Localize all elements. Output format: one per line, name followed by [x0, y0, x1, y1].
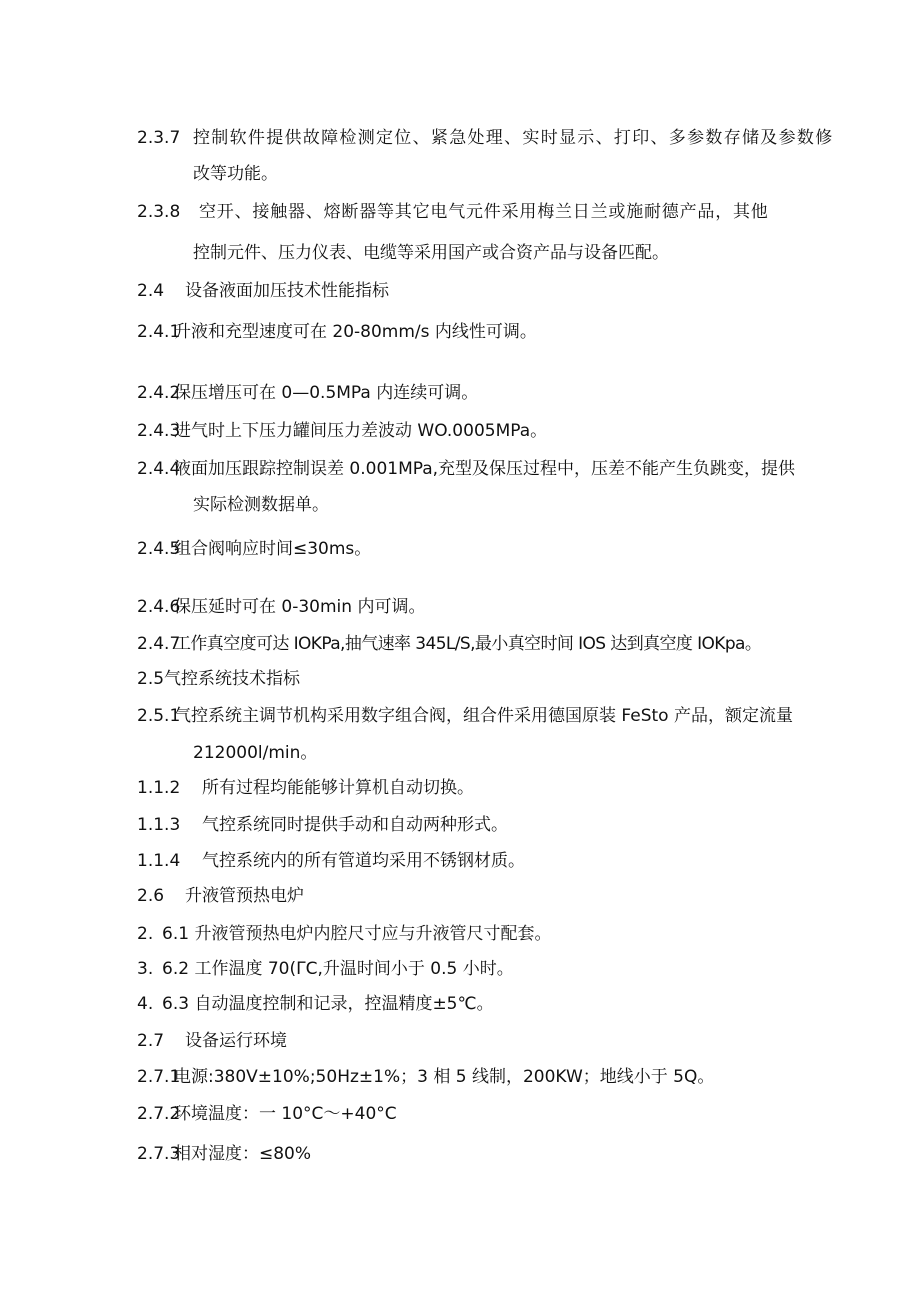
section-number: 2.4	[137, 281, 165, 301]
clause-2-4-4	[137, 458, 795, 480]
clause-2-4-5	[137, 538, 371, 560]
clause-text: 环境温度：一 10°C～+40°C	[174, 1104, 397, 1124]
clause-text: 控制元件、压力仪表、电缆等采用国产或合资产品与设备匹配。	[193, 243, 669, 263]
clause-2-3-7	[137, 127, 834, 149]
clause-2-4-1	[137, 321, 537, 343]
clause-number: 2.4.3	[137, 421, 181, 441]
clause-number: 2.4.4	[137, 459, 181, 479]
clause-2-7-2	[137, 1103, 397, 1125]
clause-number: 2.4.7	[137, 634, 181, 654]
clause-number: 2.7.1	[137, 1067, 181, 1087]
clause-2-5-1	[137, 705, 793, 727]
section-2-4	[137, 280, 389, 302]
clause-2-7-1	[137, 1066, 714, 1088]
section-title: 设备液面加压技术性能指标	[185, 281, 389, 301]
clause-number: 2.4.1	[137, 322, 181, 342]
clause-2-6-3	[137, 993, 494, 1015]
list-number: 4.	[137, 994, 154, 1014]
clause-2-5-1-cont	[193, 742, 317, 764]
clause-number: 1.1.4	[137, 851, 181, 871]
section-title: 气控系统技术指标	[164, 669, 300, 689]
clause-text: 保压延时可在 0-30min 内可调。	[174, 597, 426, 617]
clause-2-6-2	[137, 958, 514, 980]
clause-2-7-3	[137, 1143, 311, 1165]
clause-text: 所有过程均能能够计算机自动切换。	[202, 778, 474, 798]
clause-2-4-4-cont	[193, 494, 329, 516]
clause-text: 实际检测数据单。	[193, 495, 329, 515]
list-number: 3.	[137, 959, 154, 979]
clause-2-3-8	[137, 201, 769, 223]
clause-number: 2.4.6	[137, 597, 181, 617]
clause-number: 2.7.3	[137, 1144, 181, 1164]
clause-text: 液面加压跟踪控制误差 0.001MPa,充型及保压过程中，压差不能产生负跳变，提供	[174, 459, 796, 479]
clause-2-3-7-cont	[193, 163, 278, 185]
clause-text: 保压增压可在 0—0.5MPa 内连续可调。	[174, 383, 479, 403]
clause-2-3-8-cont	[193, 242, 669, 264]
clause-2-4-6	[137, 596, 425, 618]
list-number: 2.	[137, 924, 154, 944]
section-title: 升液管预热电炉	[185, 886, 304, 906]
clause-text: 6.2 工作温度 70(ΓC,升温时间小于 0.5 小时。	[162, 959, 514, 979]
clause-text: 改等功能。	[193, 164, 278, 184]
clause-1-1-3	[137, 814, 508, 836]
clause-2-4-3	[137, 420, 547, 442]
clause-text: 相对湿度：≤80%	[174, 1144, 312, 1164]
section-number: 2.5	[137, 669, 165, 689]
clause-number: 2.3.7	[137, 128, 181, 148]
clause-text: 气控系统内的所有管道均采用不锈钢材质。	[202, 851, 525, 871]
clause-text: 控制软件提供故障检测定位、紧急处理、实时显示、打印、多参数存储及参数修	[193, 128, 834, 148]
clause-text: 工作真空度可达 IOKPa,抽气速率 345L/S,最小真空时间 IOS 达到真空度 IOKpa。	[174, 634, 762, 654]
clause-1-1-2	[137, 777, 474, 799]
section-title: 设备运行环境	[185, 1031, 287, 1051]
clause-1-1-4	[137, 850, 525, 872]
section-number: 2.6	[137, 886, 165, 906]
clause-number: 1.1.2	[137, 778, 181, 798]
clause-text: 电源:380V±10%;50Hz±1%；3 相 5 线制，200KW；地线小于 5Q。	[174, 1067, 715, 1087]
clause-2-4-7	[137, 633, 761, 655]
clause-number: 1.1.3	[137, 815, 181, 835]
clause-text: 6.1 升液管预热电炉内腔尺寸应与升液管尺寸配套。	[162, 924, 552, 944]
clause-text: 组合阀响应时间≤30ms。	[174, 539, 372, 559]
clause-text: 气控系统同时提供手动和自动两种形式。	[202, 815, 508, 835]
clause-number: 2.4.2	[137, 383, 181, 403]
clause-number: 2.5.1	[137, 706, 181, 726]
clause-number: 2.7.2	[137, 1104, 181, 1124]
clause-number: 2.3.8	[137, 202, 181, 222]
section-number: 2.7	[137, 1031, 165, 1051]
clause-2-4-2	[137, 382, 478, 404]
clause-text: 212000l∕min。	[193, 743, 318, 763]
section-2-7	[137, 1030, 287, 1052]
clause-2-6-1	[137, 923, 551, 945]
clause-text: 升液和充型速度可在 20-80mm∕s 内线性可调。	[174, 322, 537, 342]
section-2-5	[137, 668, 300, 690]
clause-text: 空开、接触器、熔断器等其它电气元件采用梅兰日兰或施耐德产品，其他	[199, 202, 769, 222]
clause-text: 进气时上下压力罐间压力差波动 WO.0005MPa。	[174, 421, 548, 441]
clause-text: 6.3 自动温度控制和记录，控温精度±5℃。	[162, 994, 494, 1014]
clause-text: 气控系统主调节机构采用数字组合阀，组合件采用德国原装 FeSto 产品，额定流量	[174, 706, 793, 726]
clause-number: 2.4.5	[137, 539, 181, 559]
section-2-6	[137, 885, 304, 907]
